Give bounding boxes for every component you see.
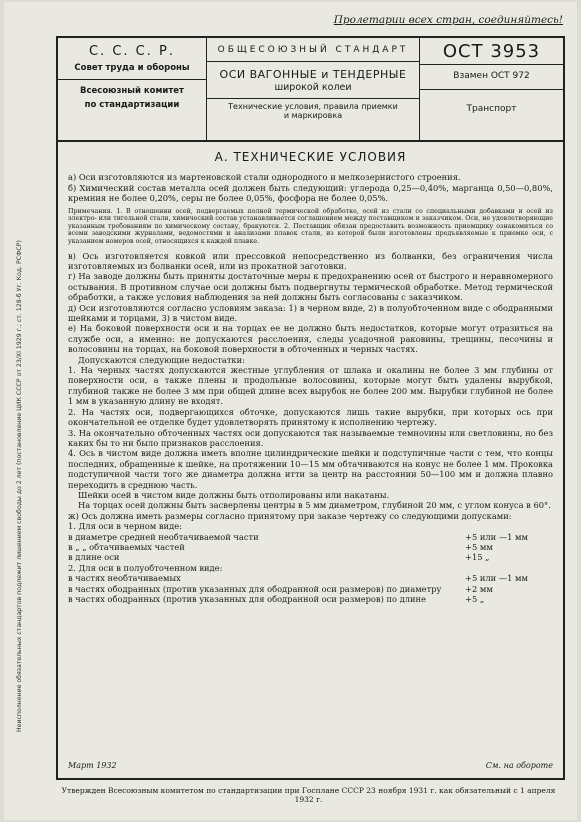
header-right bbox=[420, 38, 563, 140]
ost-number: ОСТ 3953 bbox=[420, 38, 563, 65]
side-margin bbox=[10, 82, 50, 742]
category-label: Транспорт bbox=[466, 104, 517, 114]
issue-date: Март 1932 bbox=[68, 761, 117, 770]
tolerance-row: в частях необтачиваемых +5 или —1 мм bbox=[68, 573, 528, 584]
para-d: д) Оси изготовляются согласно условиям заказа: 1) в черном виде, 2) в полуобточенном виде с ободранными шейками и торцами, 3) в чистом виде. bbox=[68, 302, 553, 324]
doc-subtitle: Технические условия, правила приемки bbox=[207, 98, 419, 111]
tolerance-row: в „ „ обтачиваемых частей +5 мм bbox=[68, 541, 493, 552]
document-body bbox=[58, 152, 563, 604]
frame-footer bbox=[68, 761, 553, 770]
para-a: а) Оси изготовляются из мартеновской стали однородного и мелкозернистого строения. bbox=[68, 172, 461, 183]
motto: Пролетарии всех стран, соединяйтесь! bbox=[333, 14, 563, 26]
see-reverse: См. на обороте bbox=[485, 761, 553, 770]
para-zh2: 2. Для оси в полуобточенном виде: bbox=[68, 562, 223, 573]
para-b: б) Химический состав металла осей должен быть следующий: углерода 0,25—0,40%, марганца 0,50—0,80%, кремния не более 0,20%, серы не более 0,05%, фосфора не более 0,05%. bbox=[68, 182, 553, 204]
tolerance-row: в частях ободранных (против указанных для ободранной оси размеров) по длине +5 „ bbox=[68, 594, 485, 604]
tolerance-row: в длине оси +15 „ bbox=[68, 552, 490, 563]
ussr-label: С. С. С. Р. bbox=[89, 44, 175, 59]
para-allowed: Допускаются следующие недостатки: bbox=[78, 354, 245, 365]
standard-label: ОБЩЕСОЮЗНЫЙ СТАНДАРТ bbox=[207, 38, 419, 62]
para-v: в) Ось изготовляется ковкой или прессовкой непосредственно из болванки, без ограничения числа изготовляемых из болванки осей, или из прокатной заготовки. bbox=[68, 250, 553, 271]
tolerance-row: в частях ободранных (против указанных для ободранной оси размеров) по диаметру +2 мм bbox=[68, 583, 493, 594]
side-legal-text: Неисполнение обязательных стандартов подлежит лишением свободы до 2 лет (постановление ЦИК СССР от 23/XI 1929 г.; ст. 128-б Уг. Код. РСФСР) bbox=[16, 240, 23, 732]
document-page bbox=[4, 2, 577, 820]
doc-subtitle-2: и маркировка bbox=[283, 111, 343, 120]
para-e5: Шейки осей в чистом виде должны быть отполированы или накатаны. bbox=[78, 489, 390, 500]
para-e2: 2. На частях оси, подвергающихся обточке, допускаются лишь такие вырубки, при которых ось при окончательной ее отделке будет удовлетворять принятому к исполнению чертежу. bbox=[68, 406, 553, 428]
para-e1: 1. На черных частях допускаются жестные углубления от шлака и окалины не более 3 мм глубины от поверхности оси, а также плены и продольные волосовины, которые могут быть удалены вырубкой, глубиной также не более 3 мм при общей длине всех вырубок не более 200 мм. Вырубки глубиной не более 1 мм в указанную длину не входят. bbox=[68, 365, 553, 407]
section-title: А. ТЕХНИЧЕСКИЕ УСЛОВИЯ bbox=[214, 150, 407, 164]
replaces-label: Взамен ОСТ 972 bbox=[420, 65, 563, 90]
notes: Примечания. 1. В отношении осей, подвергаемых полной термической обработке, осей из стали со специальными добавками и осей из электро- или тигельной стали, химический состав устанавливается соглашением между поставщиком и заказчиком. Оси, не удовлетворяющие указанным требованиям по химическому составу, бракуются. 2. Поставщик обязан предоставить возможность приемщику ознакомиться со всеми заводскими журналами, ведомостями и анализами плавок стали, из которой были изготовлены предъявляемые к приемке оси, с указанием номеров осей, относящихся к каждой плавке. bbox=[68, 207, 553, 245]
committee-label-2: по стандартизации bbox=[84, 100, 180, 110]
para-g: г) На заводе должны быть приняты достаточные меры к предохранению осей от быстрого и неравномерного остывания. В противном случае оси должны быть подвергнуты термической обработке. Метод термической обработки, а также условия наблюдения за ней должны быть согласованы с заказчиком. bbox=[68, 271, 553, 303]
approval-note: Утвержден Всесоюзным комитетом по стандартизации при Госплане СССР 23 ноября 1931 г. как обязательный с 1 апреля 1932 г. bbox=[61, 786, 556, 804]
doc-title-2: широкой колеи bbox=[274, 82, 352, 93]
para-e: е) На боковой поверхности оси и на торцах ее не должно быть недостатков, которые могут отразиться на службе оси, а именно: не допускаются расслоения, следы усадочной раковины, трещины, песочины и волосовины на торцах, на боковой поверхности в обточенных и черных частях. bbox=[68, 323, 553, 355]
para-e3: 3. На окончательно обточенных частях оси допускаются так называемые темноvины или светловины, но без каких бы то ни было признаков расслоения. bbox=[68, 427, 553, 448]
header-middle bbox=[207, 38, 420, 140]
header bbox=[58, 38, 563, 142]
para-zh: ж) Ось должна иметь размеры согласно принятому при заказе чертежу со следующими допусками: bbox=[68, 510, 512, 521]
doc-title: ОСИ ВАГОННЫЕ и ТЕНДЕРНЫЕ bbox=[219, 68, 407, 81]
council-label: Совет труда и обороны bbox=[74, 63, 190, 73]
para-e4: 4. Ось в чистом виде должна иметь вполне цилиндрические шейки и подступичные части с тем, что концы последних, обращенные к шейке, на протяжении 10—15 мм обтачиваются на конус не более 1 мм. Проковка подступичной части того же диаметра должна итти за центр на расстоянии 50—100 мм и должна плавно переходить в среднюю часть. bbox=[68, 448, 553, 490]
tolerance-row: в диаметре средней необтачиваемой части +5 или —1 мм bbox=[68, 531, 528, 542]
para-zh1: 1. Для оси в черном виде: bbox=[68, 521, 182, 532]
committee-label: Всесоюзный комитет bbox=[80, 86, 184, 96]
header-left bbox=[58, 38, 207, 140]
standard-frame bbox=[56, 36, 565, 780]
para-e6: На торцах осей должны быть засверлены центры в 5 мм диаметром, глубиной 20 мм, с углом конуса в 60°. bbox=[78, 500, 551, 511]
